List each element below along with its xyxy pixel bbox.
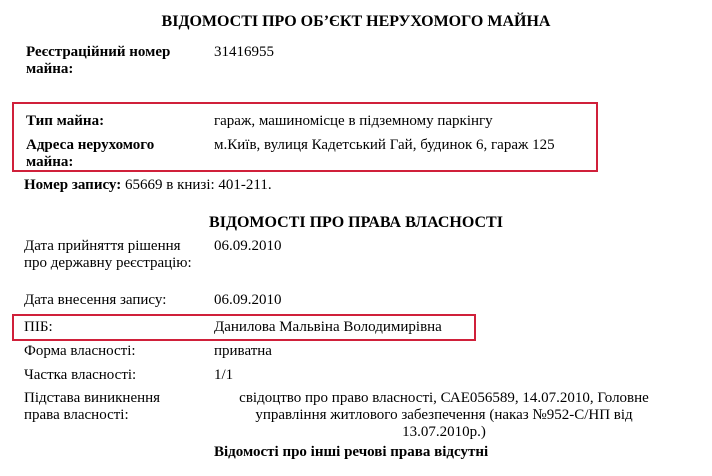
decision-date-label: Дата прийняття рішення про державну реєстрацію: [24, 238, 192, 271]
reg-number-value: 31416955 [214, 44, 274, 60]
name-label: ПІБ: [24, 319, 53, 335]
share-label: Частка власності: [24, 367, 137, 383]
property-type-label: Тип майна: [26, 113, 105, 129]
decision-date-value: 06.09.2010 [214, 238, 282, 254]
record-value: 65669 в книзі: 401-211. [124, 177, 272, 193]
ownership-form-label: Форма власності: [24, 343, 136, 359]
property-type-value: гараж, машиномісце в підземному паркінгу [214, 113, 493, 129]
entry-date-value: 06.09.2010 [214, 292, 282, 308]
object-section-title: ВІДОМОСТІ ПРО ОБ’ЄКТ НЕРУХОМОГО МАЙНА [161, 13, 551, 30]
ownership-form-value: приватна [214, 343, 272, 359]
record-line [24, 177, 272, 194]
record-label: Номер запису: [24, 177, 122, 193]
rights-section-title: ВІДОМОСТІ ПРО ПРАВА ВЛАСНОСТІ [209, 214, 503, 231]
name-value: Данилова Мальвіна Володимирівна [214, 319, 442, 335]
other-rights-text: Відомості про інші речові права відсутні [214, 444, 489, 460]
address-label: Адреса нерухомого майна: [26, 137, 155, 170]
basis-label: Підстава виникнення права власності: [24, 390, 161, 423]
share-value: 1/1 [214, 367, 234, 383]
entry-date-label: Дата внесення запису: [24, 292, 167, 308]
reg-number-label: Реєстраційний номер майна: [26, 44, 171, 77]
address-value: м.Київ, вулиця Кадетський Гай, будинок 6, гараж 125 [214, 137, 555, 153]
basis-value: свідоцтво про право власності, САЕ056589, 14.07.2010, Головне управління житлового забезпечення (наказ №952-С/НП від 13.07.2010р.) [239, 390, 649, 440]
